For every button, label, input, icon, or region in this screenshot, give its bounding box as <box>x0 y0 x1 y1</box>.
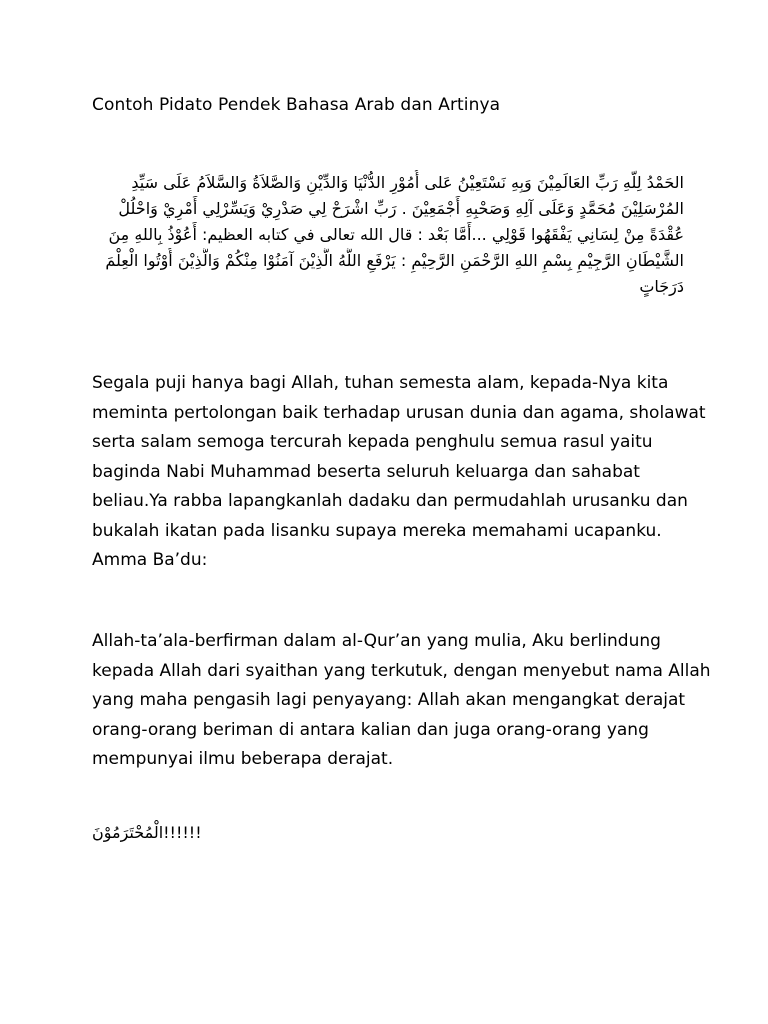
arabic-line: الشَّيْطَانِ الرَّجِيْمِ بِسْمِ اللهِ الرَّحْمَنِ الرَّحِيْمِ : يَرْفَعِ اللَّهُ الَّذِيْنَ آمَنُوْا مِنْكُمْ وَالَّذِيْنَ أُوْتُوا الْعِلْمَ <box>105 251 684 270</box>
paragraph-line: meminta pertolongan baik terhadap urusan dunia dan agama, sholawat <box>92 402 706 423</box>
paragraph-line: Allah-ta’ala-berfirman dalam al-Qur’an yang mulia, Aku berlindung <box>92 631 661 651</box>
paragraph-line: yang maha pengasih lagi penyayang: Allah akan mengangkat derajat <box>92 690 686 710</box>
arabic-opening-text <box>92 170 684 300</box>
arabic-line: الحَمْدُ لِلّهِ رَبِّ العَالَمِيْنَ وَبِهِ نَسْتَعِيْنُ عَلى أُمُوْرِ الدُّنْيَا وَالدِّيْنِ وَالصَّلاَةُ وَالسَّلاَمُ عَلَى سَيِّدِ <box>131 173 684 192</box>
paragraph-line: kepada Allah dari syaithan yang terkutuk, dengan menyebut nama Allah <box>92 660 711 681</box>
document-title: Contoh Pidato Pendek Bahasa Arab dan Artinya <box>92 95 501 115</box>
closing-arabic-text: !!!!!!الْمُحْتَرَمُوْنَ <box>92 823 202 842</box>
arabic-line: المُرْسَلِيْنَ مُحَمَّدٍ وَعَلَى آلِهِ وَصَحْبِهِ أَجْمَعِيْنَ . رَبِّ اشْرَحْ لِي صَدْرِيْ وَيَسِّرْلِي أَمْرِيْ وَاحْلُلْ <box>118 199 684 218</box>
paragraph-line: baginda Nabi Muhammad beserta seluruh keluarga dan sahabat <box>92 461 640 482</box>
paragraph-line: Amma Ba’du: <box>92 550 208 570</box>
paragraph-line: serta salam semoga tercurah kepada penghulu semua rasul yaitu <box>92 432 653 452</box>
paragraph-line: bukalah ikatan pada lisanku supaya mereka memahami ucapanku. <box>92 520 662 541</box>
paragraph-line: orang-orang beriman di antara kalian dan juga orang-orang yang <box>92 719 649 740</box>
arabic-line: دَرَجَاتٍ <box>639 277 684 296</box>
paragraph-line: beliau.Ya rabba lapangkanlah dadaku dan permudahlah urusanku dan <box>92 491 688 511</box>
translation-paragraph-1 <box>92 369 706 576</box>
paragraph-line: Segala puji hanya bagi Allah, tuhan semesta alam, kepada-Nya kita <box>92 373 669 393</box>
translation-paragraph-2 <box>92 627 711 775</box>
paragraph-line: mempunyai ilmu beberapa derajat. <box>92 749 394 769</box>
arabic-line: عُقْدَةً مِنْ لِسَانِي يَفْقَهُوا قَوْلِي ...أَمَّا بَعْد : قال الله تعالى في كتابه العظيم: أَعُوْذُ بِاللهِ مِنَ <box>108 225 684 244</box>
